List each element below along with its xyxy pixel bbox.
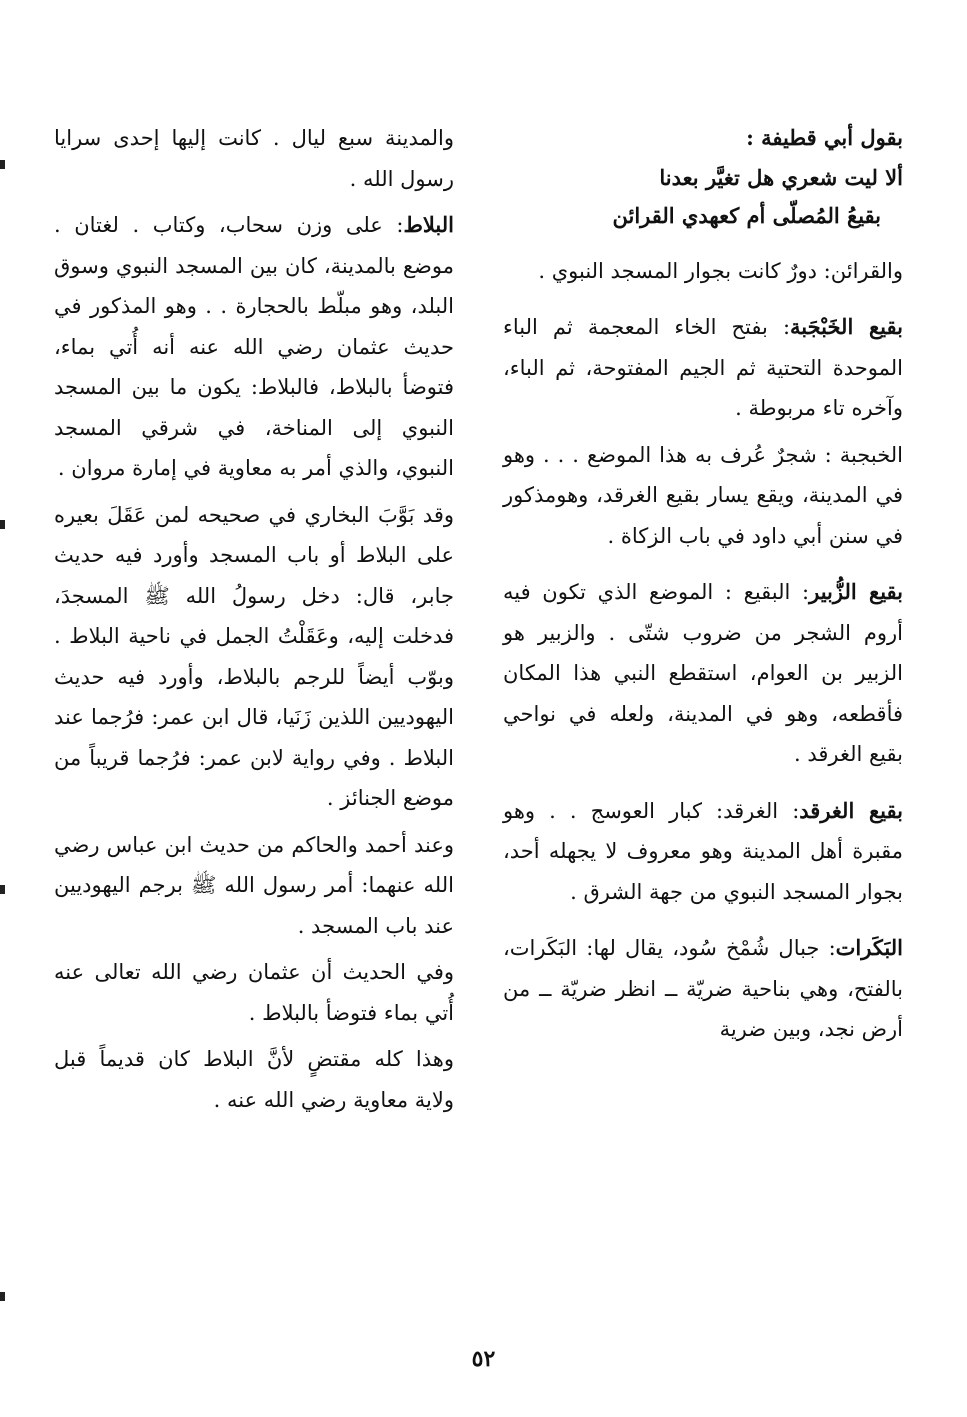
gharqad-entry	[503, 791, 903, 913]
zubair-entry	[503, 572, 903, 775]
ahmad-paragraph: وعند أحمد والحاكم من حديث ابن عباس رضي الله عنهما: أمر رسول الله ﷺ برجم اليهوديين عند باب المسجد .	[54, 832, 454, 938]
scan-edge-mark	[0, 160, 5, 169]
left-column	[54, 118, 454, 1126]
conclusion-paragraph: وهذا كله مقتضٍ لأنَّ البلاط كان قديماً قبل ولاية معاوية رضي الله عنه .	[54, 1047, 454, 1112]
khabjaba-entry	[503, 307, 903, 429]
zubair-term: بقيع الزُّبير	[809, 579, 903, 604]
gharqad-definition: : الغرقد: كبار العوسج . . وهو مقبرة أهل المدينة وهو معروف لا يجهله أحد، بجوار المسجد النبوي من جهة الشرق .	[503, 798, 903, 904]
scan-edge-mark	[0, 1292, 5, 1301]
intro-heading: بقول أبي قطيفة :	[746, 125, 903, 150]
qaraain-paragraph: والقرائن: دورٌ كانت بجوار المسجد النبوي .	[538, 258, 903, 283]
scan-edge-mark	[0, 520, 5, 529]
khabjaba-definition: : بفتح الخاء المعجمة ثم الباء الموحدة التحتية ثم الجيم المفتوحة، ثم الباء، وآخره تاء مربوطة .	[503, 315, 903, 420]
bakarat-term: البَكَرات	[835, 935, 903, 960]
balat-entry	[54, 205, 454, 489]
verse-line-1: ألا ليت شعري هل تغيَّر بعدنا	[659, 164, 903, 190]
bakarat-definition: : جبال شُمْخ سُود، يقال لها: البَكَرات، بالفتح، وهي بناحية ضريّة ــ انظر ضريّة ــ من أرض نجد، وبين ضرية	[503, 936, 903, 1041]
balat-term: البلاط	[403, 212, 454, 237]
verse-line-2: بقيعُ المُصلّى أم كعهدي القرائن	[612, 202, 881, 228]
scan-edge-mark	[0, 885, 5, 894]
uthman-paragraph: وفي الحديث أن عثمان رضي الله تعالى عنه أُتي بماء فتوضأ بالبلاط .	[54, 960, 454, 1025]
bukhari-paragraph: وقد بَوَّبَ البخاري في صحيحه لمن عَقَلَ بعيره على البلاط أو باب المسجد وأورد فيه حديث جابر، قال: دخل رسولُ الله ﷺ المسجدَ، فدخلت إليه، وعَقَلْتُ الجمل في ناحية البلاط . وبوّب أيضاً للرجم بالبلاط، وأورد فيه حديث اليهوديين اللذين زَنَيا، قال ابن عمر: فرُجما عند البلاط . وفي رواية لابن عمر: فرُجما قريباً من موضع الجنائز .	[54, 502, 454, 810]
bakarat-entry	[503, 928, 903, 1050]
continuation-paragraph: والمدينة سبع ليال . كانت إليها إحدى سرايا رسول الله .	[54, 126, 454, 191]
khabjaba-more: الخبجبة : شجرٌ عُرف به هذا الموضع . . . وهو في المدينة، ويقع يسار بقيع الغرقد، وهومذكور في سنن أبي داود في باب الزكاة .	[503, 442, 903, 548]
right-column	[503, 118, 903, 1056]
balat-definition: : على وزن سحاب، وكتاب . لغتان . موضع بالمدينة، كان بين المسجد النبوي وسوق البلد، وهو مبلّط بالحجارة . . وهو المذكور في حديث عثمان رضي الله عنه أنه أُتي بماء، فتوضأ بالبلاط، فالبلاط: يكون ما بين المسجد النبوي إلى المناخة، في شرقي المسجد النبوي، والذي أمر به معاوية في إمارة مروان .	[54, 213, 454, 480]
page-number: ٥٢	[471, 1346, 496, 1372]
khabjaba-term: بقيع الخَبْجَبة	[790, 314, 903, 339]
zubair-definition: : البقيع : الموضع الذي تكون فيه أروم الشجر من ضروب شتّى . والزبير هو الزبير بن العوام، استقطع النبي هذا المكان فأقطعه، وهو في المدينة، ولعله في نواحي بقيع الغرقد .	[503, 580, 903, 766]
gharqad-term: بقيع الغرقد	[799, 797, 903, 823]
